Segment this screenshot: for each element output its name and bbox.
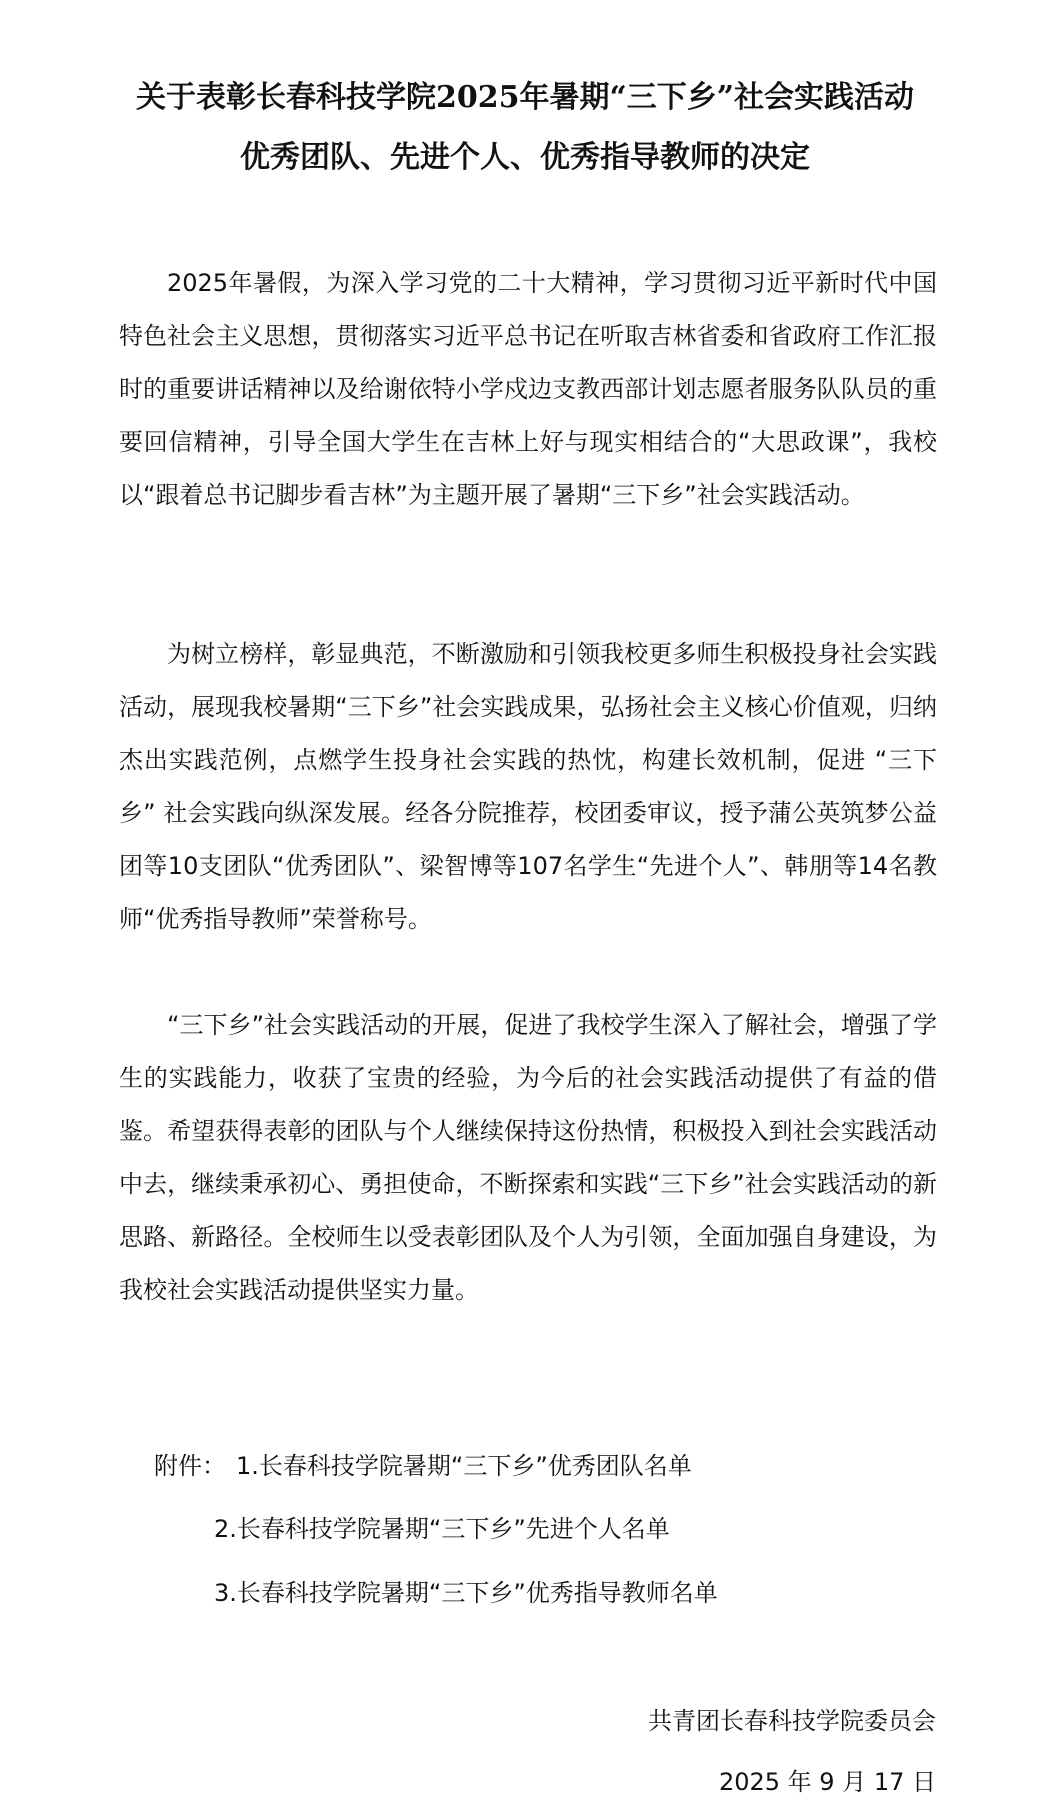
signature-organization: 共青团长春科技学院委员会 <box>648 1707 936 1735</box>
paragraph-3: “三下乡”社会实践活动的开展，促进了我校学生深入了解社会，增强了学生的实践能力，收获了宝贵的经验，为今后的社会实践活动提供了有益的借鉴。希望获得表彰的团队与个人继续保持这份热情，积极投入到社会实践活动中去，继续秉承初心、勇担使命，不断探索和实践“三下乡”社会实践活动的新思路、新路径。全校师生以受表彰团队及个人为引领，全面加强自身建设，为我校社会实践活动提供坚实力量。 <box>119 1011 937 1304</box>
paragraph-2: 为树立榜样，彰显典范，不断激励和引领我校更多师生积极投身社会实践活动，展现我校暑期“三下乡”社会实践成果，弘扬社会主义核心价值观，归纳杰出实践范例，点燃学生投身社会实践的热忱，构建长效机制，促进 “三下乡” 社会实践向纵深发展。经各分院推荐，校团委审议，授予蒲公英筑梦公益团等10支团队“优秀团队”、梁智博等107名学生“先进个人”、韩朋等14名教师“优秀指导教师”荣誉称号。 <box>119 640 937 933</box>
document-title-line-2: 优秀团队、先进个人、优秀指导教师的决定 <box>240 140 810 175</box>
attachments-label: 附件： <box>154 1452 226 1480</box>
attachment-item-2: 2.长春科技学院暑期“三下乡”先进个人名单 <box>214 1515 670 1543</box>
attachment-item-1: 1.长春科技学院暑期“三下乡”优秀团队名单 <box>236 1452 692 1480</box>
attachment-item-3: 3.长春科技学院暑期“三下乡”优秀指导教师名单 <box>214 1579 718 1607</box>
document-title-line-1: 关于表彰长春科技学院2025年暑期“三下乡”社会实践活动 <box>135 80 914 115</box>
paragraph-1: 2025年暑假，为深入学习党的二十大精神，学习贯彻习近平新时代中国特色社会主义思想，贯彻落实习近平总书记在听取吉林省委和省政府工作汇报时的重要讲话精神以及给谢依特小学戍边支教西部计划志愿者服务队队员的重要回信精神，引导全国大学生在吉林上好与现实相结合的“大思政课”，我校以“跟着总书记脚步看吉林”为主题开展了暑期“三下乡”社会实践活动。 <box>119 269 937 509</box>
signature-date: 2025 年 9 月 17 日 <box>718 1768 936 1796</box>
